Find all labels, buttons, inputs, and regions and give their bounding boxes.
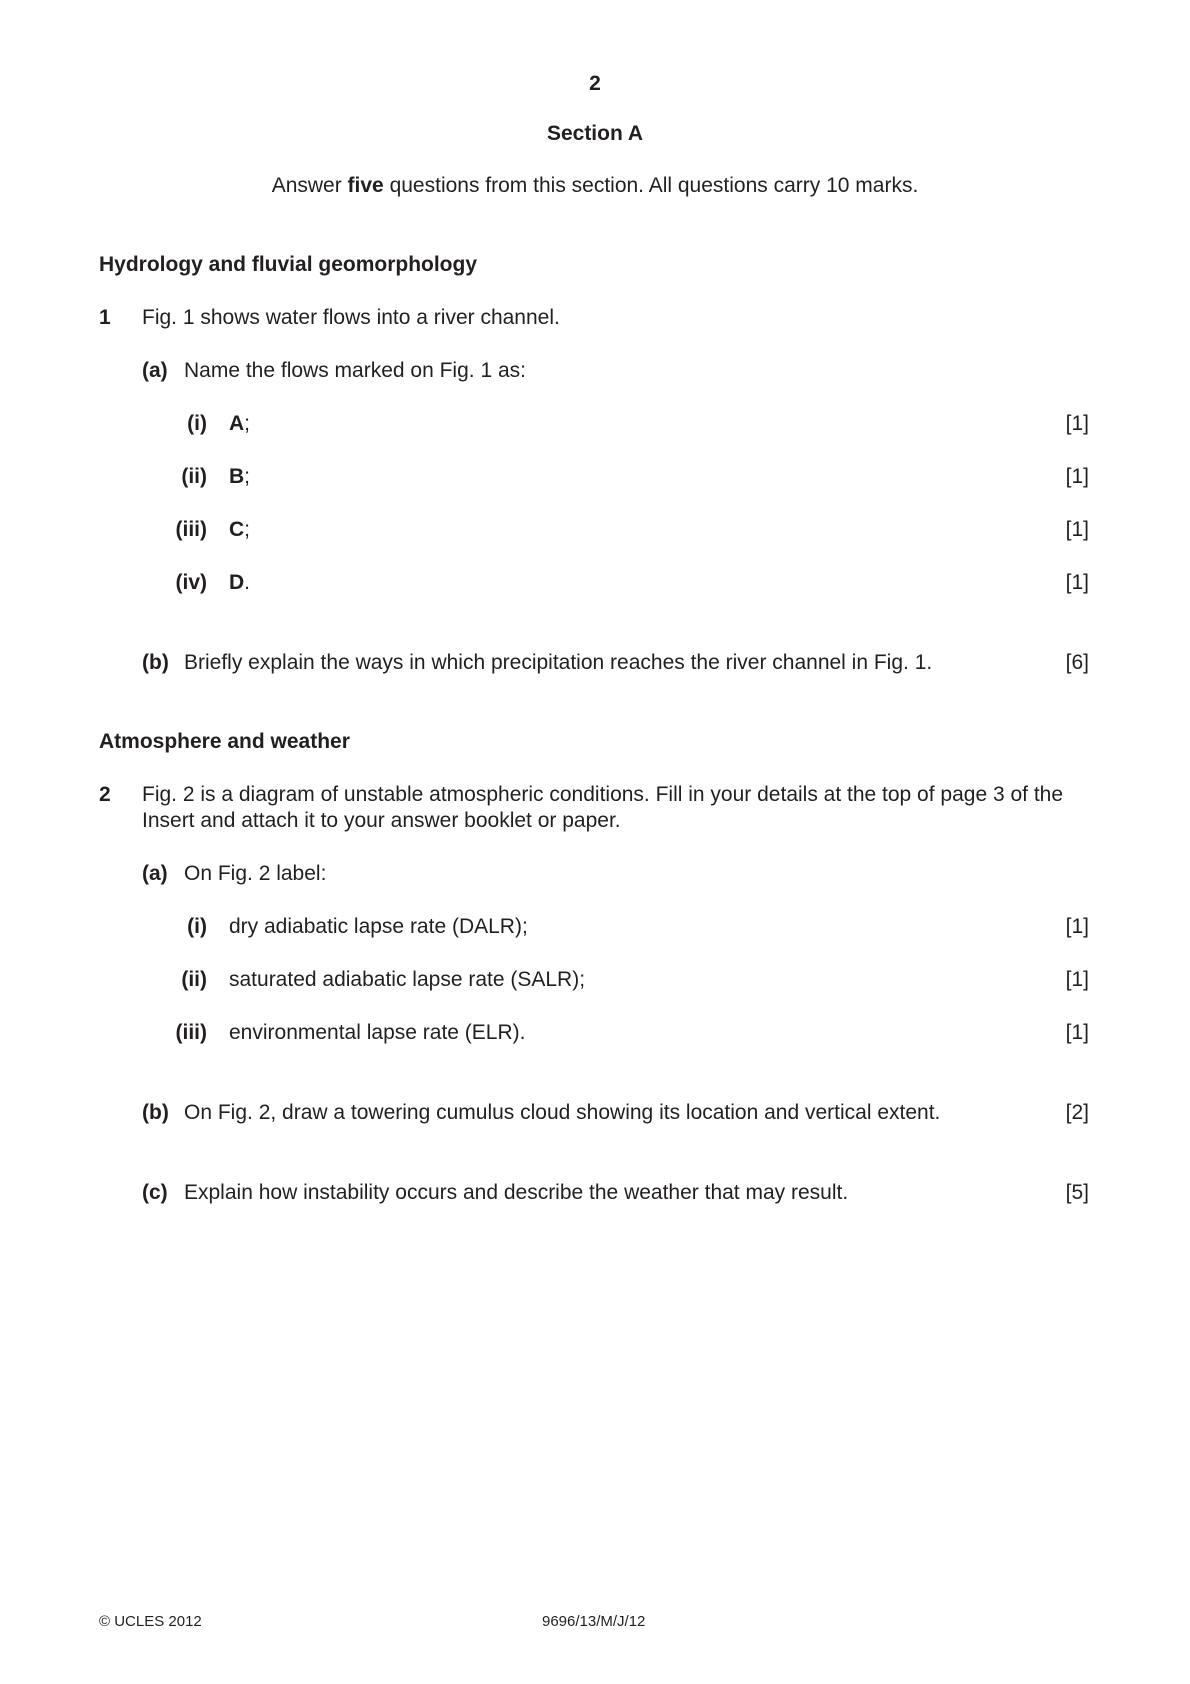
punctuation: ; [244, 518, 251, 541]
section-instructions [0, 173, 1190, 198]
flow-letter: B [229, 465, 245, 488]
q1a-item-iii-marks: [1] [1065, 518, 1089, 541]
q1a-item-i-marks: [1] [1065, 412, 1089, 435]
q2-part-a-label: (a) [142, 862, 168, 885]
q1-part-a-text: Name the flows marked on Fig. 1 as: [184, 359, 526, 382]
q1a-item-iv-text [229, 570, 250, 595]
q2-part-b-marks: [2] [1065, 1101, 1089, 1124]
q2a-item-ii-text: saturated adiabatic lapse rate (SALR); [229, 968, 586, 991]
topic-heading-atmosphere: Atmosphere and weather [99, 730, 350, 753]
q2-part-c-label: (c) [142, 1181, 168, 1204]
question-1-number: 1 [99, 306, 111, 329]
question-1-text: Fig. 1 shows water flows into a river channel. [142, 306, 560, 329]
q1-part-b-text: Briefly explain the ways in which precipitation reaches the river channel in Fig. 1. [184, 651, 933, 674]
q2a-item-i-text: dry adiabatic lapse rate (DALR); [229, 915, 528, 938]
q2a-item-iii-label: (iii) [175, 1021, 207, 1044]
punctuation: . [244, 571, 251, 594]
q2-part-a-text: On Fig. 2 label: [184, 862, 327, 885]
q1a-item-ii-text [229, 464, 250, 489]
footer-paper-code: 9696/13/M/J/12 [542, 1613, 646, 1630]
q2-part-b-text: On Fig. 2, draw a towering cumulus cloud showing its location and vertical extent. [184, 1101, 941, 1124]
q2a-item-iii-marks: [1] [1065, 1021, 1089, 1044]
q2-part-c-text: Explain how instability occurs and describe the weather that may result. [184, 1181, 849, 1204]
flow-letter: C [229, 518, 245, 541]
q1-part-a-label: (a) [142, 359, 168, 382]
q1a-item-iii-label: (iii) [175, 518, 207, 541]
q1a-item-i-text [229, 411, 250, 436]
topic-heading-hydrology: Hydrology and fluvial geomorphology [99, 253, 478, 276]
section-title: Section A [546, 122, 644, 145]
flow-letter: D [229, 571, 245, 594]
q1-part-b-label: (b) [142, 651, 169, 674]
q1a-item-ii-marks: [1] [1065, 465, 1089, 488]
page-number: 2 [589, 72, 601, 95]
footer-copyright: © UCLES 2012 [99, 1613, 202, 1630]
q2a-item-ii-label: (ii) [181, 968, 207, 991]
q1a-item-iv-marks: [1] [1065, 571, 1089, 594]
question-2-number: 2 [99, 783, 111, 806]
q2a-item-i-label: (i) [187, 915, 207, 938]
punctuation: ; [244, 465, 251, 488]
q1a-item-iii-text [229, 517, 250, 542]
q2a-item-iii-text: environmental lapse rate (ELR). [229, 1021, 526, 1044]
question-2-text: Fig. 2 is a diagram of unstable atmospheric conditions. Fill in your details at the top of page 3 of the Insert and attach it to your answer booklet or paper. [142, 783, 1064, 833]
instructions-emphasis: five [347, 174, 384, 197]
instructions-start: Answer [271, 174, 348, 197]
q2-part-b-label: (b) [142, 1101, 169, 1124]
q1-part-b-marks: [6] [1065, 651, 1089, 674]
instructions-end: questions from this section. All questions carry 10 marks. [383, 174, 919, 197]
q2-part-c-marks: [5] [1065, 1181, 1089, 1204]
flow-letter: A [229, 412, 245, 435]
q1a-item-i-label: (i) [187, 412, 207, 435]
q2a-item-ii-marks: [1] [1065, 968, 1089, 991]
q1a-item-ii-label: (ii) [181, 465, 207, 488]
punctuation: ; [244, 412, 251, 435]
q1a-item-iv-label: (iv) [175, 571, 207, 594]
q2a-item-i-marks: [1] [1065, 915, 1089, 938]
